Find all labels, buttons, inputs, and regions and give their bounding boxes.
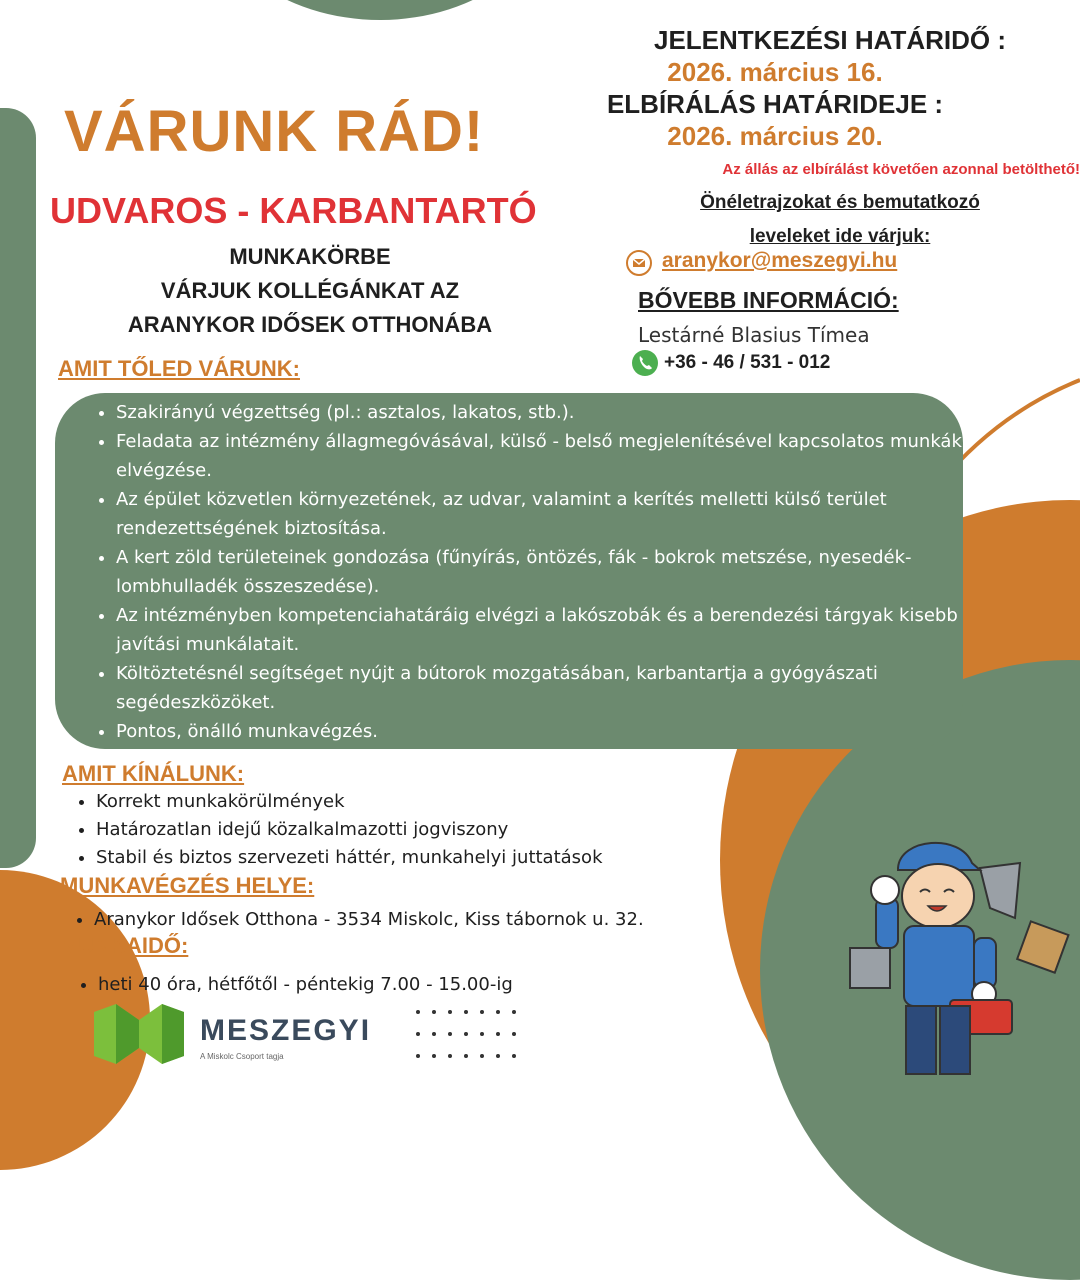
dot-grid-decoration xyxy=(416,1010,616,1080)
phone-number: +36 - 46 / 531 - 012 xyxy=(664,352,831,373)
left-bar-decoration xyxy=(0,108,36,868)
cv-instructions xyxy=(620,186,1060,254)
list-item: • Pontos, önálló munkavégzés. xyxy=(116,717,976,746)
phone-row[interactable] xyxy=(632,349,892,377)
handyman-illustration xyxy=(840,808,1070,1078)
subtitle-line: ARANYKOR IDŐSEK OTTHONÁBA xyxy=(127,312,493,337)
headline: VÁRUNK RÁD! xyxy=(64,99,485,164)
requirements-list xyxy=(94,398,976,746)
deadlines xyxy=(560,24,1080,152)
list-item: • Az épület közvetlen környezetének, az udvar, valamint a kerítés melletti külső terület rendezettségének biztosítása. xyxy=(116,485,976,543)
logo-tagline: A Miskolc Csoport tagja xyxy=(200,1052,284,1061)
workplace-list xyxy=(72,906,774,934)
phone-icon xyxy=(632,350,658,376)
logo-name: MESZEGYI xyxy=(200,1014,372,1047)
apply-deadline-date: 2026. március 16. xyxy=(667,57,883,87)
workplace-title: MUNKAVÉGZÉS HELYE: xyxy=(60,873,315,898)
subtitle-line: VÁRJUK KOLLÉGÁNKAT AZ xyxy=(160,278,460,303)
list-item: • Az intézményben kompetenciahatáráig elvégzi a lakószobák és a berendezési tárgyak kisebb javítási munkálatait. xyxy=(116,601,976,659)
requirements-title: AMIT TŐLED VÁRUNK: xyxy=(58,356,300,381)
list-item: • Feladata az intézmény állagmegóvásával, külső - belső megjelenítésével kapcsolatos munkák elvégzése. xyxy=(116,427,976,485)
list-item: • Aranykor Idősek Otthona - 3534 Miskolc, Kiss tábornok u. 32. xyxy=(94,906,774,934)
list-item: • A kert zöld területeinek gondozása (fűnyírás, öntözés, fák - bokrok metszése, nyesedék-lombhulladék összeszedése). xyxy=(116,543,976,601)
worktime-list xyxy=(76,971,658,999)
list-item: • Szakirányú végzettség (pl.: asztalos, lakatos, stb.). xyxy=(116,398,976,427)
immediate-note: Az állás az elbírálást követően azonnal betölthető! xyxy=(722,161,1080,178)
cv-line: leveleket ide várjuk: xyxy=(749,226,931,247)
contact-title: BŐVEBB INFORMÁCIÓ: xyxy=(638,287,899,313)
offer-list xyxy=(74,788,736,872)
email-row[interactable] xyxy=(626,248,946,278)
list-item: • Korrekt munkakörülmények xyxy=(96,788,736,816)
apply-deadline-label: JELENTKEZÉSI HATÁRIDŐ : xyxy=(654,25,1006,55)
list-item: • heti 40 óra, hétfőtől - péntekig 7.00 - 15.00-ig xyxy=(98,971,658,999)
contact-name: Lestárné Blasius Tímea xyxy=(638,323,870,347)
subtitle-line: MUNKAKÖRBE xyxy=(229,244,391,269)
list-item: • Határozatlan idejű közalkalmazotti jogviszony xyxy=(96,816,736,844)
mail-icon xyxy=(626,250,652,276)
job-title: UDVAROS - KARBANTARTÓ xyxy=(50,190,537,231)
meszegyi-logo xyxy=(94,1004,394,1074)
top-circle-decoration xyxy=(200,0,560,20)
email-link[interactable]: aranykor@meszegyi.hu xyxy=(662,249,898,272)
logo-mark-icon xyxy=(94,1004,184,1064)
list-item: • Költöztetésnél segítséget nyújt a bútorok mozgatásában, karbantartja a gyógyászati segédeszközöket. xyxy=(116,659,976,717)
review-deadline-date: 2026. március 20. xyxy=(667,121,883,151)
worktime-title: MUNKAIDŐ: xyxy=(60,933,189,958)
cv-line: Önéletrajzokat és bemutatkozó xyxy=(700,192,980,213)
review-deadline-label: ELBÍRÁLÁS HATÁRIDEJE : xyxy=(606,89,944,119)
list-item: • Stabil és biztos szervezeti háttér, munkahelyi juttatások xyxy=(96,844,736,872)
offer-title: AMIT KÍNÁLUNK: xyxy=(62,761,245,786)
subtitle xyxy=(60,240,560,342)
